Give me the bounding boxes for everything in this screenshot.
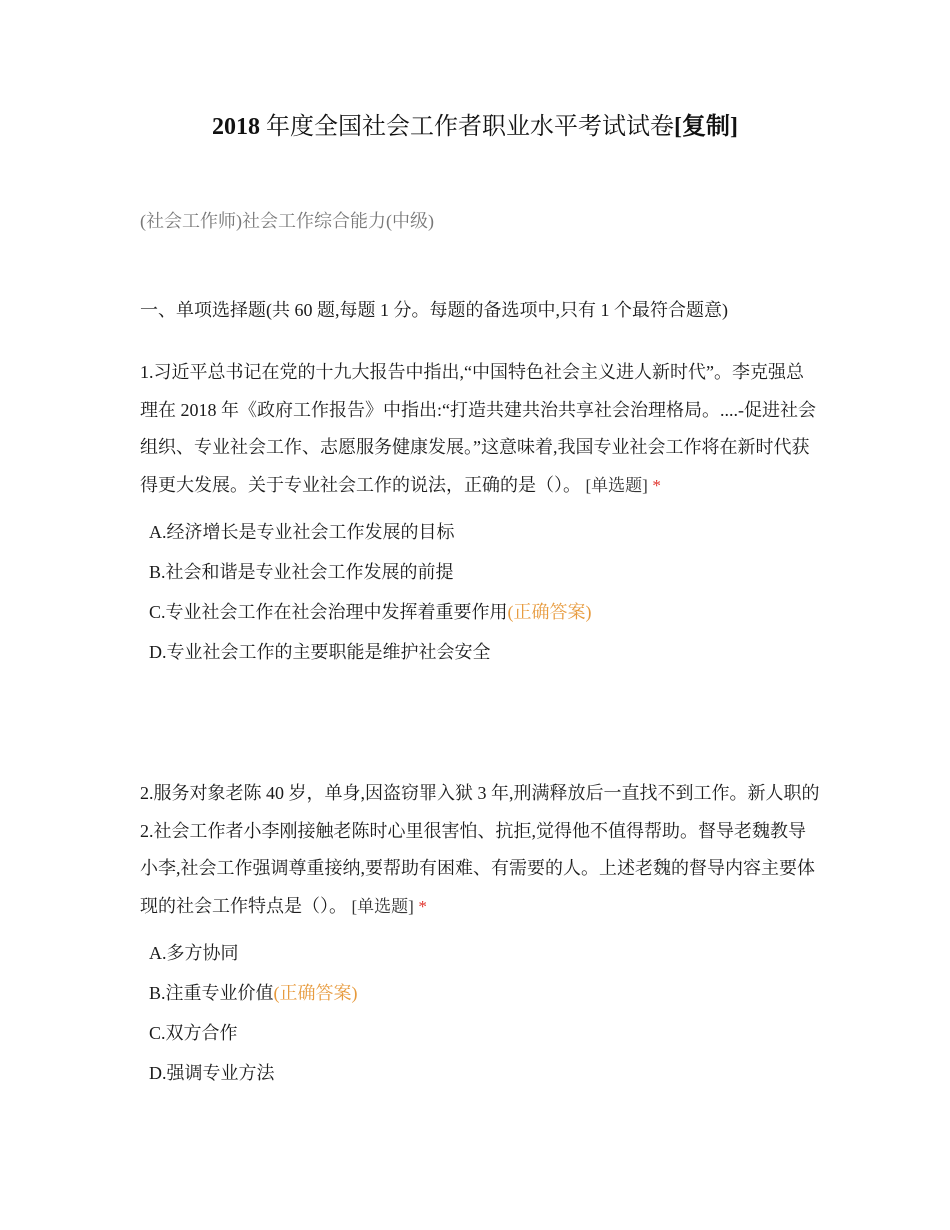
- question-2-text: 2.服务对象老陈 40 岁，单身,因盗窃罪入狱 3 年,刑满释放后一直找不到工作。新人职的 2.社会工作者小李刚接触老陈时心里很害怕、抗拒,觉得他不值得帮助。督导老魏教导小李,社会工作强调尊重接纳,要帮助有困难、有需要的人。上述老魏的督导内容主要体现的社会工作特点是（）。: [140, 783, 820, 916]
- question-2-required-mark: *: [418, 896, 427, 916]
- question-1-stem: [140, 354, 820, 504]
- title-main: 年度全国社会工作者职业水平考试试卷: [260, 114, 674, 140]
- question-2-stem: [140, 775, 820, 925]
- question-2-options: [140, 933, 820, 1093]
- exam-subtitle: (社会工作师)社会工作综合能力(中级): [140, 211, 434, 231]
- question-1-option-b: B.社会和谐是专业社会工作发展的前提: [149, 562, 454, 582]
- question-1-correct-label: (正确答案): [507, 602, 592, 622]
- section-heading: 一、单项选择题(共 60 题,每题 1 分。每题的备选项中,只有 1 个最符合题意): [140, 300, 728, 320]
- question-2: [140, 775, 820, 1093]
- question-2-option-b: B.注重专业价值(正确答案): [149, 983, 358, 1003]
- question-2-option-a: A.多方协同: [149, 943, 239, 963]
- question-1-type: [单选题]: [585, 475, 648, 495]
- question-1-option-d: D.专业社会工作的主要职能是维护社会安全: [149, 642, 491, 662]
- title-copy-tag: [复制]: [674, 114, 738, 140]
- title-year: 2018: [212, 114, 260, 140]
- question-1-option-c: C.专业社会工作在社会治理中发挥着重要作用(正确答案): [149, 602, 592, 622]
- question-2-correct-label: (正确答案): [273, 983, 358, 1003]
- question-1: [140, 354, 820, 672]
- question-2-option-d: D.强调专业方法: [149, 1063, 275, 1083]
- question-2-type: [单选题]: [351, 896, 414, 916]
- question-1-options: [140, 512, 820, 672]
- question-1-option-a: A.经济增长是专业社会工作发展的目标: [149, 522, 455, 542]
- question-1-required-mark: *: [652, 475, 661, 495]
- question-1-text: 1.习近平总书记在党的十九大报告中指出,“中国特色社会主义进人新时代”。李克强总理在 2018 年《政府工作报告》中指出:“打造共建共治共享社会治理格局。....-促进社会组织、专业社会工作、志愿服务健康发展。”这意味着,我国专业社会工作将在新时代获得更大发展。关于专业社会工作的说法，正确的是（）。: [140, 362, 816, 495]
- document-title: [0, 110, 950, 144]
- question-2-option-c: C.双方合作: [149, 1023, 238, 1043]
